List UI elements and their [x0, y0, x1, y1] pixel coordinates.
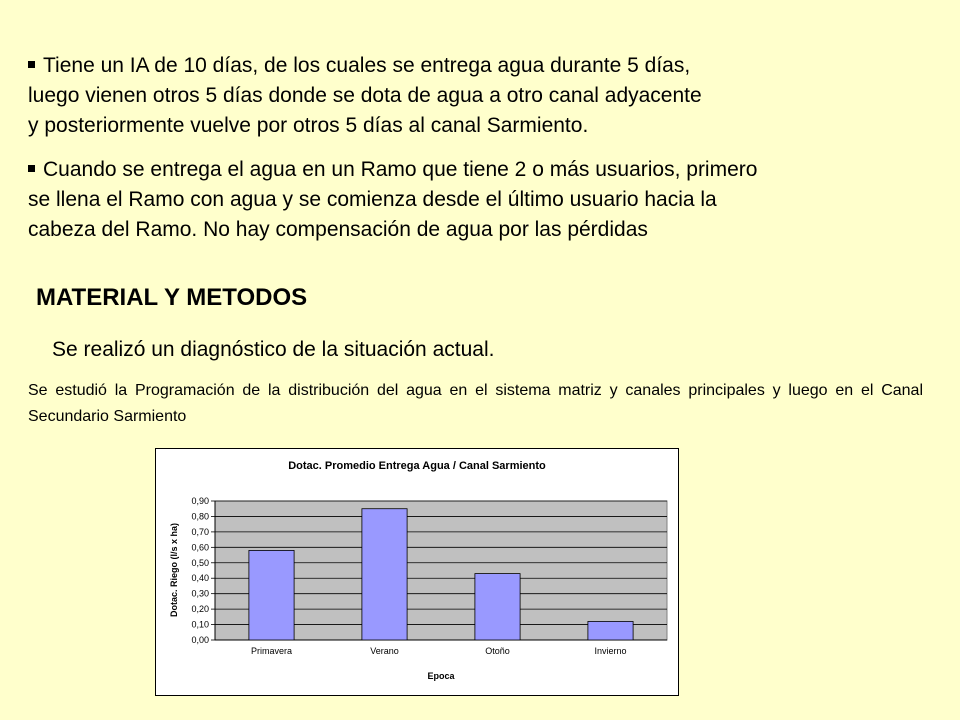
- diagnosis-text: Se realizó un diagnóstico de la situación actual.: [52, 338, 495, 361]
- bullet-2-line-1: Cuando se entrega el agua en un Ramo que tiene 2 o más usuarios, primero: [43, 158, 758, 181]
- y-tick-label: 0,00: [191, 635, 209, 645]
- y-tick-label: 0,90: [191, 496, 209, 506]
- chart-title: Dotac. Promedio Entrega Agua / Canal Sarmiento: [288, 460, 546, 472]
- x-tick-label: Otoño: [485, 646, 510, 656]
- x-axis-label: Epoca: [427, 671, 455, 681]
- bullet-paragraph-ramo-delivery: [28, 155, 757, 245]
- y-tick-label: 0,50: [191, 557, 209, 568]
- square-bullet-icon: [28, 61, 35, 68]
- y-axis-label: Dotac. Riego (l/s x ha): [169, 522, 179, 618]
- bullet-2-line-2: se llena el Ramo con agua y se comienza desde el último usuario hacia la: [28, 188, 717, 211]
- y-tick-label: 0,70: [191, 526, 209, 537]
- square-bullet-icon: [28, 165, 35, 172]
- bullet-paragraph-irrigation-interval: [28, 51, 702, 141]
- bullet-1-line-1: Tiene un IA de 10 días, de los cuales se entrega agua durante 5 días,: [43, 54, 691, 77]
- bullet-1-line-2: luego vienen otros 5 días donde se dota de agua a otro canal adyacente: [28, 84, 702, 107]
- x-tick-labels: [251, 646, 627, 656]
- x-tick-label: Primavera: [250, 646, 293, 656]
- y-tick-label: 0,40: [191, 573, 209, 584]
- bullet-1-line-3: y posteriormente vuelve por otros 5 días al canal Sarmiento.: [28, 114, 589, 137]
- y-tick-label: 0,30: [191, 588, 209, 599]
- y-tick-label: 0,20: [191, 604, 209, 615]
- x-tick-label: Verano: [370, 646, 399, 656]
- bar-chart: [155, 448, 679, 696]
- bar-otoño: [475, 574, 520, 640]
- studied-text: Se estudió la Programación de la distribución del agua en el sistema matriz y canales principales y luego en el Canal Secundario Sarmiento: [28, 382, 923, 425]
- bar-verano: [362, 509, 407, 640]
- y-tick-label: 0,80: [191, 511, 209, 522]
- bar-primavera: [249, 550, 294, 640]
- x-tick-label: Invierno: [594, 646, 627, 656]
- bullet-2-line-3: cabeza del Ramo. No hay compensación de agua por las pérdidas: [28, 218, 648, 241]
- y-tick-labels: [191, 496, 209, 645]
- y-tick-label: 0,10: [191, 619, 209, 630]
- bar-invierno: [588, 621, 633, 640]
- y-tick-label: 0,60: [191, 542, 209, 553]
- chart-svg: [156, 449, 678, 695]
- section-title: MATERIAL Y METODOS: [36, 284, 308, 311]
